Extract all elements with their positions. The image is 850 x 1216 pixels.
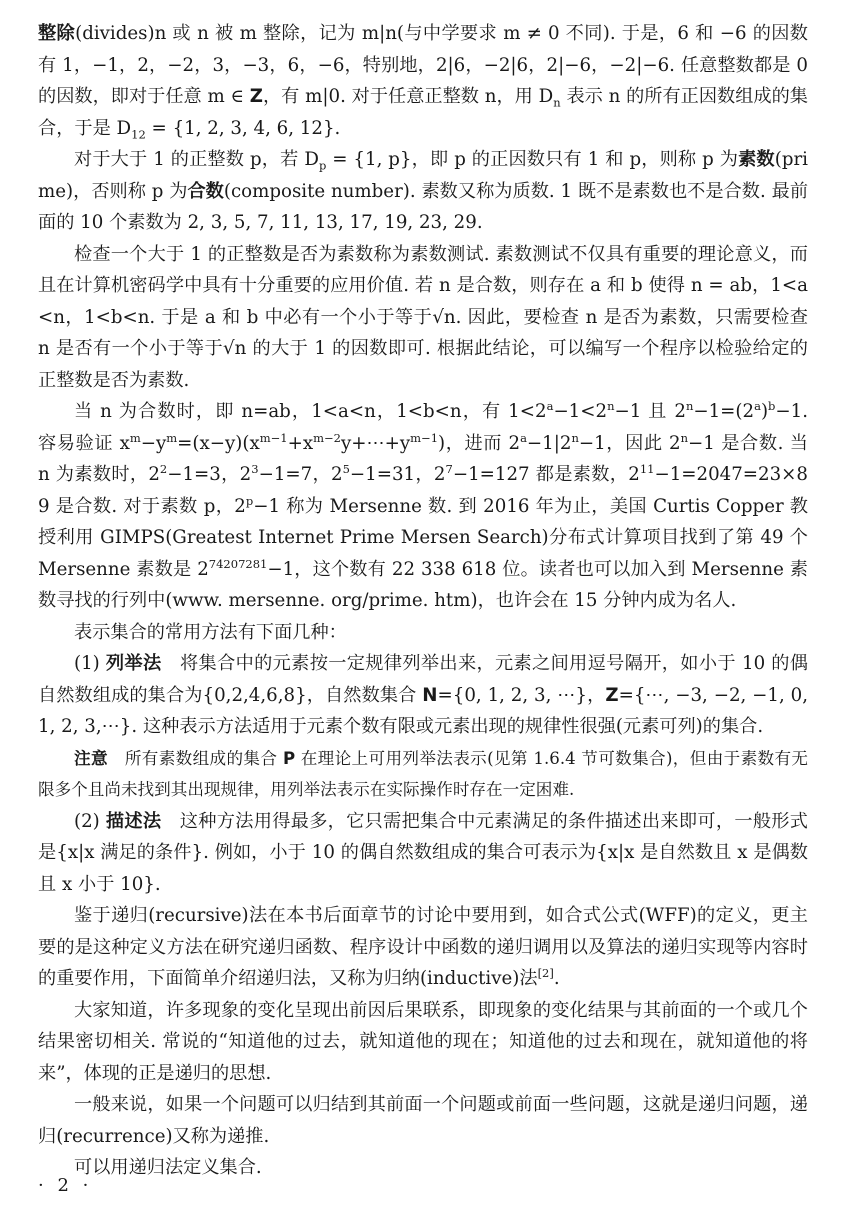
text-run: 大家知道，许多现象的变化呈现出前因后果联系，即现象的变化结果与其前面的一个或几个结果密切相关. 常说的“知道他的过去，就知道他的现在；知道他的过去和现在，就知道他的将来”，体现的正是递归的思想. xyxy=(38,999,808,1084)
text-run: −1=127 都是素数，2 xyxy=(452,464,640,485)
text-run: −1|2 xyxy=(526,432,572,454)
text-run: −1<2 xyxy=(553,401,608,422)
superscript: n xyxy=(680,430,689,445)
superscript: 74207281 xyxy=(208,556,268,571)
superscript: a xyxy=(754,398,761,413)
text-run: ={0, 1, 2, 3, ⋯}， xyxy=(437,684,606,706)
paragraph-p1 xyxy=(38,18,808,144)
superscript: a xyxy=(546,398,554,413)
bold-term: N xyxy=(422,684,438,706)
text-run: 鉴于递归(recursive)法在本书后面章节的讨论中要用到，如合式公式(WFF)的定义，更主要的是这种定义方法在研究递归函数、程序设计中函数的递归调用以及算法的递归实现等内容时的重要作用，下面简单介绍递归法，又称为归纳(inductive)法 xyxy=(38,905,808,989)
superscript: 7 xyxy=(445,461,453,476)
text-run: y+⋯+y xyxy=(340,432,411,454)
page-body xyxy=(38,18,808,1184)
bold-term: 注意 xyxy=(74,748,108,768)
paragraph-p4 xyxy=(38,396,808,617)
superscript: 2 xyxy=(159,461,168,476)
text-run: −1 是合数. 当 n 为素数时，2 xyxy=(38,432,808,485)
text-run: 这种方法用得最多，它只需把集合中元素满足的条件描述出来即可，一般形式是{x|x 满足的条件}. 例如，小于 10 的偶自然数组成的集合可表示为{x|x 是自然数且 x 是偶数且 x 小于 10}. xyxy=(38,810,808,895)
bold-term: 素数 xyxy=(738,149,775,170)
paragraph-p11 xyxy=(38,1089,808,1152)
bold-term: 整除 xyxy=(38,23,76,44)
text-run: 将集合中的元素按一定规律列举出来，元素之间用逗号隔开，如小于 10 的偶自然数组成的集合为{0,2,4,6,8}，自然数集合 xyxy=(38,653,808,706)
superscript: b xyxy=(768,398,776,413)
superscript: n xyxy=(607,398,615,413)
text-run: 所有素数组成的集合 xyxy=(107,748,283,768)
page-number: · 2 · xyxy=(38,1175,93,1196)
paragraph-p10 xyxy=(38,995,808,1090)
text-run: (1) xyxy=(74,653,106,674)
text-run: −1=(2 xyxy=(693,401,755,422)
paragraph-p3 xyxy=(38,239,808,397)
text-run: . xyxy=(553,968,560,989)
subscript: 12 xyxy=(131,127,146,142)
text-run: 一般来说，如果一个问题可以归结到其前面一个问题或前面一些问题，这就是递归问题，递归(recurrence)又称为递推. xyxy=(38,1094,808,1147)
paragraph-p6 xyxy=(38,648,808,743)
superscript: n xyxy=(571,430,579,445)
text-run: (prime)，否则称 p 为 xyxy=(38,149,808,202)
superscript: 3 xyxy=(251,461,259,476)
bold-term: 列举法 xyxy=(105,653,162,674)
text-run: −1 称为 Mersenne 数. 到 2016 年为止，美国 Curtis Copper 教授利用 GIMPS(Greatest Internet Prime Mersen Search)分布式计算项目找到了第 49 个 Mersenne 素数是 2 xyxy=(38,495,808,580)
paragraph-p7 xyxy=(38,743,808,806)
paragraph-p2 xyxy=(38,144,808,239)
text-run: −1=7，2 xyxy=(258,464,343,485)
superscript: 5 xyxy=(342,461,350,476)
text-run: −1，这个数有 22 338 618 位。读者也可以加入到 Mersenne 素数寻找的行列中(www. mersenne. org/prime. htm)，也许会在 15 分钟内成为名人. xyxy=(38,558,808,611)
text-run: +x xyxy=(287,432,314,454)
text-run: ，有 m|0. 对于任意正整数 n，用 D xyxy=(262,86,554,107)
paragraph-p9 xyxy=(38,900,808,995)
text-run: 在理论上可用列举法表示(见第 1.6.4 节可数集合)，但由于素数有无限多个且尚未找到其出现规律，用列举法表示在实际操作时存在一定困难. xyxy=(38,748,808,799)
paragraph-p8 xyxy=(38,806,808,901)
text-run: −1. 容易验证 x xyxy=(38,401,809,454)
paragraph-p5 xyxy=(38,617,808,649)
text-run: 对于大于 1 的正整数 p，若 D xyxy=(74,149,319,170)
text-run: 可以用递归法定义集合. xyxy=(74,1157,262,1178)
text-run: 表示 n 的所有正因数组成的集合，于是 D xyxy=(38,86,808,139)
text-run: = {1, 2, 3, 4, 6, 12}. xyxy=(145,117,341,139)
text-run: (composite number). 素数又称为质数. 1 既不是素数也不是合数. 最前面的 10 个素数为 2, 3, 5, 7, 11, 13, 17, 19, 23, 29. xyxy=(38,180,809,233)
bold-term: P xyxy=(282,748,296,768)
bold-term: 描述法 xyxy=(105,810,162,832)
superscript: m xyxy=(166,430,178,445)
superscript: m−1 xyxy=(259,430,288,445)
paragraph-p12 xyxy=(38,1152,808,1184)
text-run: (divides)n 或 n 被 m 整除，记为 m|n(与中学要求 m ≠ 0 不同). 于是，6 和 −6 的因数有 1，−1，2，−2，3，−3，6，−6，特别地，2|6，−2|6，2|−6，−2|−6. 任意整数都是 0 的因数，即对于任意 m ∈ xyxy=(38,23,808,107)
text-run: −1=2047=23×89 是合数. 对于素数 p，2 xyxy=(38,464,808,517)
subscript: p xyxy=(318,158,327,173)
text-run: =(x−y)(x xyxy=(177,432,260,454)
text-run: −1，因此 2 xyxy=(578,432,681,454)
subscript: n xyxy=(553,95,561,110)
text-run: = {1, p}，即 p 的正因数只有 1 和 p，则称 p 为 xyxy=(326,149,739,170)
text-run: −y xyxy=(140,432,167,454)
text-run: −1=3，2 xyxy=(167,464,252,485)
bold-term: Z xyxy=(249,86,263,107)
text-run: 表示集合的常用方法有下面几种： xyxy=(74,621,347,643)
superscript: a xyxy=(520,430,527,445)
superscript: m xyxy=(129,430,141,445)
superscript: p xyxy=(245,493,254,508)
text-run: −1 且 2 xyxy=(614,401,686,422)
text-run: 当 n 为合数时，即 n=ab，1<a<n，1<b<n，有 1<2 xyxy=(74,401,547,422)
superscript: m−2 xyxy=(313,430,341,445)
text-run: −1=31，2 xyxy=(349,464,446,485)
bold-term: 合数 xyxy=(187,180,224,202)
superscript: n xyxy=(685,398,694,413)
superscript: m−1 xyxy=(410,430,439,445)
superscript: [2] xyxy=(537,965,554,980)
bold-term: Z xyxy=(605,684,619,706)
text-run: ={⋯, −3, −2, −1, 0, 1, 2, 3,⋯}. 这种表示方法适用于元素个数有限或元素出现的规律性很强(元素可列)的集合. xyxy=(38,684,808,737)
text-run: )，进而 2 xyxy=(438,432,521,454)
text-run: (2) xyxy=(74,810,106,832)
superscript: 11 xyxy=(639,461,655,476)
text-run: ) xyxy=(760,401,769,422)
text-run: 检查一个大于 1 的正整数是否为素数称为素数测试. 素数测试不仅具有重要的理论意义，而且在计算机密码学中具有十分重要的应用价值. 若 n 是合数，则存在 a 和 b 使得 n = ab，1<a<n，1<b<n. 于是 a 和 b 中必有一个小于等于√n. 因此，要检查 n 是否为素数，只需要检查 n 是否有一个小于等于√n 的大于 1 的因数即可. 根据此结论，可以编写一个程序以检验给定的正整数是否为素数. xyxy=(38,243,808,391)
